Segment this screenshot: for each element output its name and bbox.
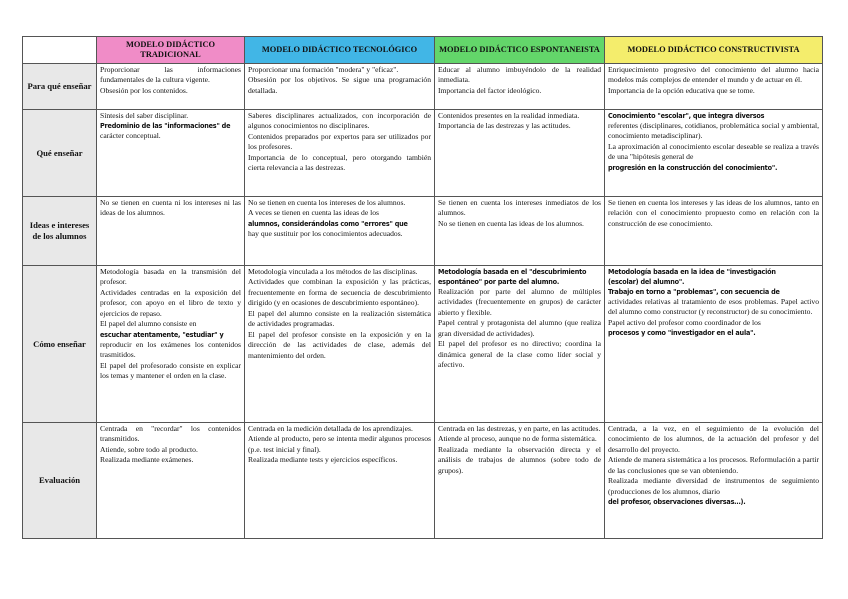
cell-text: Atiende al proceso, aunque no de forma sistemática. xyxy=(438,434,597,444)
cell-text: El papel del alumno consiste en xyxy=(100,319,197,329)
cell-text-emphasis: Trabajo en torno a "problemas", con secuencia de xyxy=(608,286,780,296)
cell-text: A veces se tienen en cuenta las ideas de los xyxy=(248,208,379,218)
cell-text: Centrada en la medición detallada de los aprendizajes. xyxy=(248,424,413,433)
cell-text-emphasis: (escolar) del alumno". xyxy=(608,276,685,286)
cell-constructivista xyxy=(605,423,823,539)
cell-text: Importancia del factor ideológico. xyxy=(438,85,542,95)
cell-tradicional xyxy=(97,64,245,110)
row-label: Qué enseñar xyxy=(23,110,97,197)
row-para-que-ensenar xyxy=(23,64,823,110)
cell-text: El papel del profesor consiste en la exposición y en la dirección de las actividades de clase, además del mantenimiento del orden. xyxy=(248,329,431,360)
header-row xyxy=(23,37,823,64)
cell-text: Contenidos presentes en la realidad inmediata. xyxy=(438,111,580,120)
cell-text: Contenidos preparados por expertos para ser utilizados por los profesores. xyxy=(248,131,431,152)
cell-text: Se tienen en cuenta los intereses inmediatos de los alumnos. xyxy=(438,198,601,218)
cell-text: hay que sustituir por los conocimientos adecuados. xyxy=(248,228,403,238)
cell-text: Educar al alumno imbuyéndolo de la realidad inmediata. xyxy=(438,65,601,85)
cell-tradicional xyxy=(97,266,245,423)
cell-text: Síntesis del saber disciplinar. xyxy=(100,111,189,120)
cell-text-emphasis: escuchar atentamente, "estudiar" y xyxy=(100,329,224,339)
cell-text: Actividades centradas en la exposición del profesor, con apoyo en el libro de texto y ejercicios de repaso. xyxy=(100,287,241,318)
row-label: Ideas e intereses de los alumnos xyxy=(23,197,97,266)
cell-constructivista xyxy=(605,266,823,423)
cell-text: Realización por parte del alumno de múltiples actividades (frecuentemente en grupos) de carácter abierto y flexible. xyxy=(438,286,601,317)
cell-text: carácter conceptual. xyxy=(100,131,161,141)
cell-text: reproducir en los exámenes los contenidos trasmitidos. xyxy=(100,339,241,360)
cell-tecnologico xyxy=(245,266,435,423)
cell-text: Metodología vinculada a los métodos de las disciplinas. xyxy=(248,267,418,276)
cell-tecnologico xyxy=(245,197,435,266)
cell-text: Saberes disciplinares actualizados, con incorporación de algunos conocimientos no disciplinares. xyxy=(248,111,431,131)
cell-text-emphasis: procesos y como "investigador en el aula". xyxy=(608,328,756,338)
cell-text: Proporcionar una formación "modera" y "eficaz". xyxy=(248,65,399,74)
cell-espontaneista xyxy=(435,197,605,266)
cell-text: Obsesión por los objetivos. Se sigue una programación detallada. xyxy=(248,75,431,95)
header-tradicional: MODELO DIDÁCTICO TRADICIONAL xyxy=(97,37,245,64)
cell-text: Se tienen en cuenta los intereses y las ideas de los alumnos, tanto en relación con el conocimiento propuesto como en relación con la construcción de ese conocimiento. xyxy=(608,198,819,228)
cell-text-emphasis: Metodología basada en la idea de "investigación xyxy=(608,267,776,276)
cell-text: No se tienen en cuenta las ideas de los alumnos. xyxy=(438,218,584,228)
cell-text-emphasis: del profesor, observaciones diversas…). xyxy=(608,497,746,507)
cell-constructivista xyxy=(605,110,823,197)
cell-text: Importancia de la opción educativa que se tome. xyxy=(608,85,755,95)
cell-text: No se tienen en cuenta ni los intereses ni las ideas de los alumnos. xyxy=(100,198,241,218)
cell-text: El papel del profesor es no directivo; coordina la dinámica general de la clase como líder social y afectivo. xyxy=(438,339,601,370)
cell-constructivista xyxy=(605,197,823,266)
cell-espontaneista xyxy=(435,423,605,539)
corner-cell xyxy=(23,37,97,64)
cell-constructivista xyxy=(605,64,823,110)
cell-tradicional xyxy=(97,197,245,266)
cell-text-emphasis: Predominio de las "informaciones" de xyxy=(100,121,231,131)
cell-text: No se tienen en cuenta los intereses de los alumnos. xyxy=(248,198,406,207)
cell-text: El papel del profesorado consiste en explicar los temas y mantener el orden en la clase. xyxy=(100,360,241,381)
row-que-ensenar xyxy=(23,110,823,197)
cell-text: Proporcionar las informaciones fundamentales de la cultura vigente. xyxy=(100,65,241,85)
row-label: Evaluación xyxy=(23,423,97,539)
cell-tecnologico xyxy=(245,423,435,539)
cell-text-emphasis: Metodología basada en el "descubrimiento xyxy=(438,267,587,276)
cell-text: Centrada en "recordar" los contenidos transmitidos. xyxy=(100,424,241,444)
cell-text-emphasis: espontáneo" por parte del alumno. xyxy=(438,276,560,286)
cell-text: Realizada mediante exámenes. xyxy=(100,455,194,465)
row-como-ensenar xyxy=(23,266,823,423)
row-ideas-intereses xyxy=(23,197,823,266)
row-label: Cómo enseñar xyxy=(23,266,97,423)
cell-tradicional xyxy=(97,423,245,539)
cell-text-emphasis: Conocimiento "escolar", que integra diversos xyxy=(608,111,765,120)
cell-text: Papel central y protagonista del alumno (que realiza gran diversidad de actividades). xyxy=(438,318,601,338)
cell-text: Actividades que combinan la exposición y las prácticas, frecuentemente en forma de secuencia de descubrimiento dirigido (y en ocasiones de descubrimiento espontáneo). xyxy=(248,277,431,308)
cell-tecnologico xyxy=(245,110,435,197)
row-label: Para qué enseñar xyxy=(23,64,97,110)
cell-text: Realizada mediante tests y ejercicios específicos. xyxy=(248,455,398,465)
header-constructivista: MODELO DIDÁCTICO CONSTRUCTIVISTA xyxy=(605,37,823,64)
cell-text: Realizada mediante diversidad de instrumentos de seguimiento (producciones de los alumnos, diario xyxy=(608,476,819,496)
cell-text: Atiende al producto, pero se intenta medir algunos procesos (p.e. test inicial y final). xyxy=(248,434,431,454)
cell-text: Papel activo del profesor como coordinador de los xyxy=(608,317,761,327)
cell-text: Atiende de manera sistemática a los procesos. Reformulación a partir de las conclusiones que se van obteniendo. xyxy=(608,455,819,475)
cell-espontaneista xyxy=(435,110,605,197)
header-tecnologico: MODELO DIDÁCTICO TECNOLÓGICO xyxy=(245,37,435,64)
header-espontaneista: MODELO DIDÁCTICO ESPONTANEISTA xyxy=(435,37,605,64)
cell-text: El papel del alumno consiste en la realización sistemática de actividades programadas. xyxy=(248,308,431,329)
cell-text: Centrada en las destrezas, y en parte, en las actitudes. xyxy=(438,424,601,433)
cell-text: referentes (disciplinares, cotidianos, problemática social y ambiental, conocimiento metadisciplinar). xyxy=(608,120,819,141)
cell-text: Obsesión por los contenidos. xyxy=(100,85,188,95)
cell-text: Enriquecimiento progresivo del conocimiento del alumno hacia modelos más complejos de entender el mundo y de actuar en él. xyxy=(608,65,819,85)
didactic-models-table xyxy=(22,36,823,539)
cell-text: Centrada, a la vez, en el seguimiento de la evolución del conocimiento de los alumnos, de la actuación del profesor y del desarrollo del proyecto. xyxy=(608,424,819,454)
cell-text: Realizada mediante la observación directa y el análisis de trabajos de alumnos (sobre todo de grupos). xyxy=(438,444,601,475)
cell-text: actividades relativas al tratamiento de esos problemas. Papel activo del alumno como constructor (y reconstructor) de su conocimiento. xyxy=(608,296,819,317)
cell-text: La aproximación al conocimiento escolar deseable se realiza a través de una "hipótesis general de xyxy=(608,141,819,162)
cell-text: Atiende, sobre todo al producto. xyxy=(100,444,198,454)
cell-text-emphasis: alumnos, considerándolas como "errores" que xyxy=(248,218,408,228)
cell-text-emphasis: progresión en la construcción del conocimiento". xyxy=(608,162,778,172)
cell-espontaneista xyxy=(435,64,605,110)
cell-text: Importancia de lo conceptual, pero otorgando también cierta relevancia a las destrezas. xyxy=(248,152,431,173)
row-evaluacion xyxy=(23,423,823,539)
cell-tradicional xyxy=(97,110,245,197)
cell-tecnologico xyxy=(245,64,435,110)
cell-text: Importancia de las destrezas y las actitudes. xyxy=(438,121,571,131)
cell-espontaneista xyxy=(435,266,605,423)
cell-text: Metodología basada en la transmisión del profesor. xyxy=(100,267,241,287)
